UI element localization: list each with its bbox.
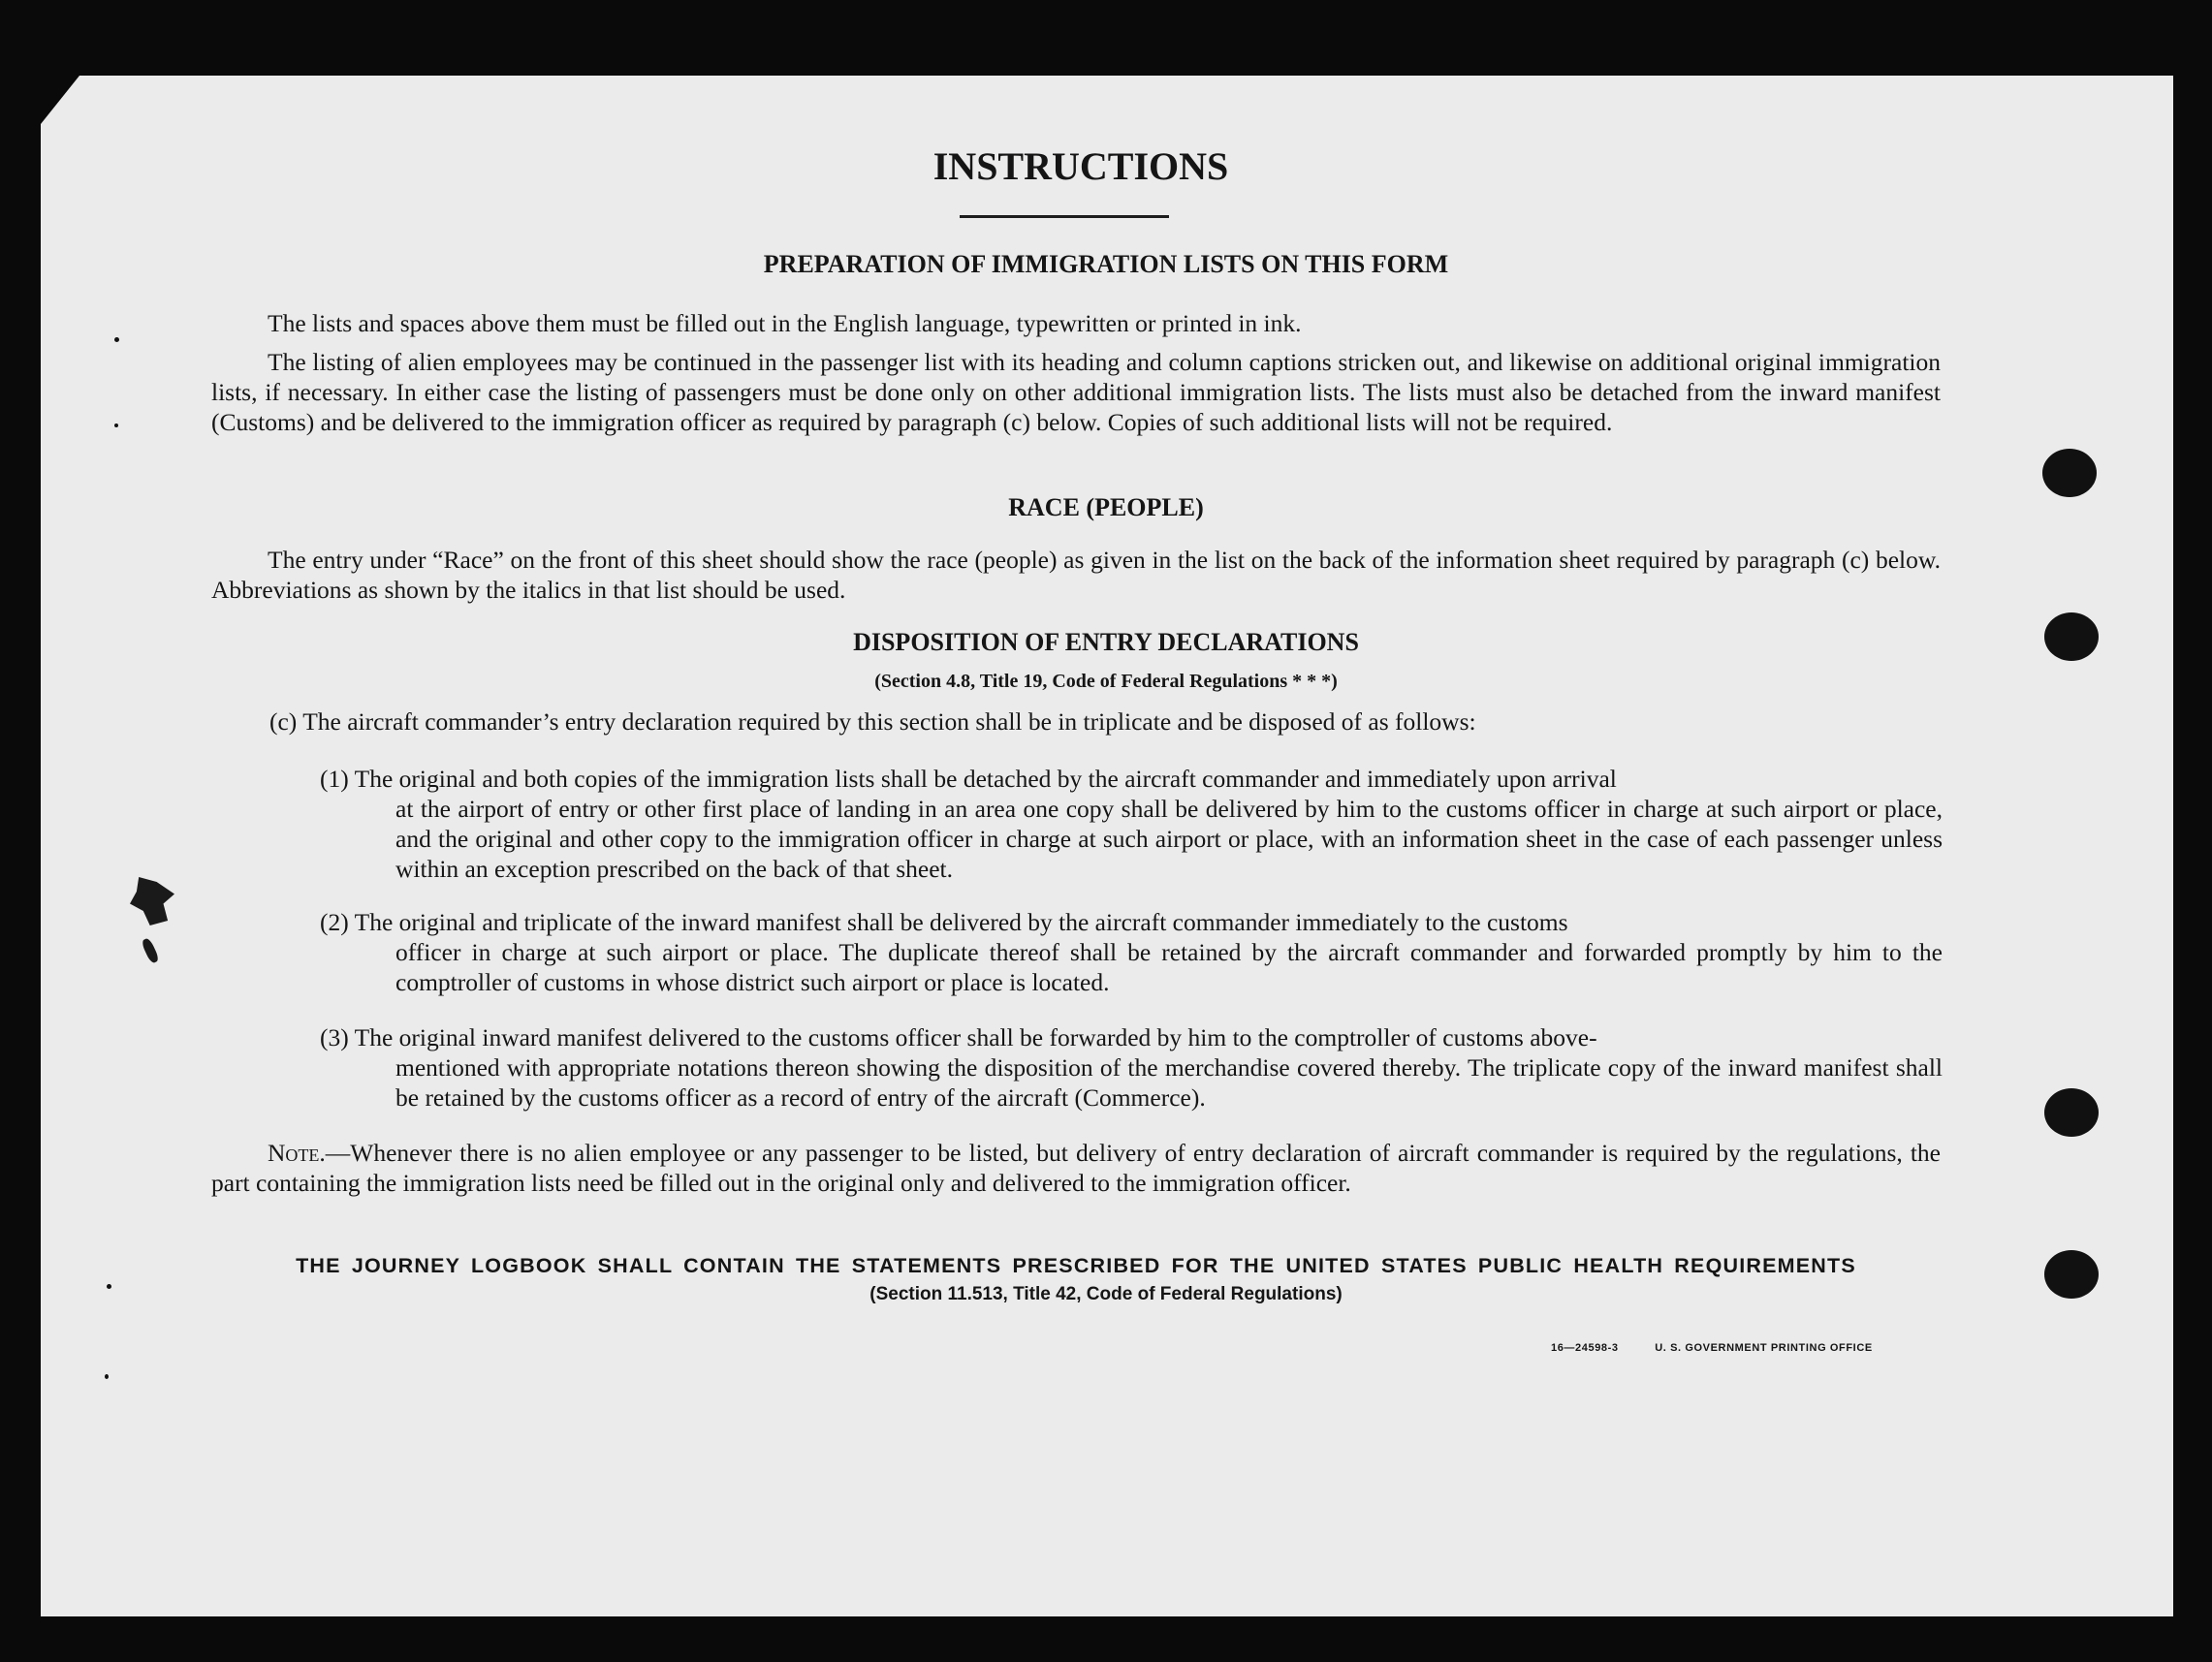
item-1-continuation: at the airport of entry or other first place of landing in an area one copy shall be delivered by him to the customs officer in charge at such airport or place, and the original and other copy to the immigration officer in charge at such airport or place, with an information sheet in the case of each passenger unless within an exception prescribed on the back of that sheet. [395,795,1943,883]
prep-paragraph-1: The lists and spaces above them must be filled out in the English language, typewritten or printed in ink. [268,309,1302,337]
item-3-first-line: (3) The original inward manifest delivered to the customs officer shall be forwarded by him to the comptroller of customs above- [320,1023,1597,1051]
disposition-item-1 [320,764,1943,884]
health-heading: THE JOURNEY LOGBOOK SHALL CONTAIN THE STATEMENTS PRESCRIBED FOR THE UNITED STATES PUBLIC HEALTH REQUIREMENTS [296,1254,1856,1277]
item-1-first-line: (1) The original and both copies of the immigration lists shall be detached by the aircraft commander and immediately upon arrival [320,765,1617,793]
item-3-continuation: mentioned with appropriate notations thereon showing the disposition of the merchandise covered thereby. The triplicate copy of the inward manifest shall be retained by the customs officer as a record of entry of the aircraft (Commerce). [395,1053,1943,1112]
printer-name: U. S. GOVERNMENT PRINTING OFFICE [1655,1342,1873,1354]
prep-paragraph-2: The listing of alien employees may be continued in the passenger list with its heading and column captions stricken out, and likewise on additional original immigration lists, if necessary. In either case the listing of passengers must be done only on other additional immigration lists. The lists must also be detached from the inward manifest (Customs) and be delivered to the immigration officer as required by paragraph (c) below. Copies of such additional lists will not be required. [211,348,1941,436]
disposition-heading: DISPOSITION OF ENTRY DECLARATIONS [853,628,1359,656]
race-heading: RACE (PEOPLE) [1008,493,1204,521]
punch-hole [2044,1088,2099,1137]
disposition-item-2 [320,907,1943,997]
disposition-subheading: (Section 4.8, Title 19, Code of Federal Regulations * * *) [874,671,1338,692]
printer-imprint [1551,1342,1906,1354]
health-subheading: (Section 11.513, Title 42, Code of Federal Regulations) [869,1284,1343,1304]
disposition-paragraph-c: (c) The aircraft commander’s entry declaration required by this section shall be in triplicate and be disposed of as follows: [269,707,1476,736]
title-underline [960,215,1169,218]
race-paragraph: The entry under “Race” on the front of this sheet should show the race (people) as given in the list on the back of the information sheet required by paragraph (c) below. Abbreviations as shown by the italics in that list should be used. [211,546,1941,604]
disposition-item-3 [320,1022,1943,1113]
note-paragraph [211,1138,1941,1198]
item-2-continuation: officer in charge at such airport or place. The duplicate thereof shall be retained by the aircraft commander and forwarded promptly by him to the comptroller of customs in whose district such airport or place is located. [395,938,1943,996]
speck [114,423,118,427]
prep-heading: PREPARATION OF IMMIGRATION LISTS ON THIS FORM [763,250,1449,278]
speck [114,337,119,342]
punch-hole [2042,449,2097,497]
note-label: Note. [268,1139,326,1167]
page-title: INSTRUCTIONS [932,144,1229,188]
form-number: 16—24598-3 [1551,1342,1619,1354]
item-2-first-line: (2) The original and triplicate of the inward manifest shall be delivered by the aircraft commander immediately to the customs [320,908,1568,936]
speck [105,1374,109,1379]
note-text: —Whenever there is no alien employee or any passenger to be listed, but delivery of entry declaration of aircraft commander is required by the regulations, the part containing the immigration lists need be filled out in the original only and delivered to the immigration officer. [211,1139,1941,1197]
